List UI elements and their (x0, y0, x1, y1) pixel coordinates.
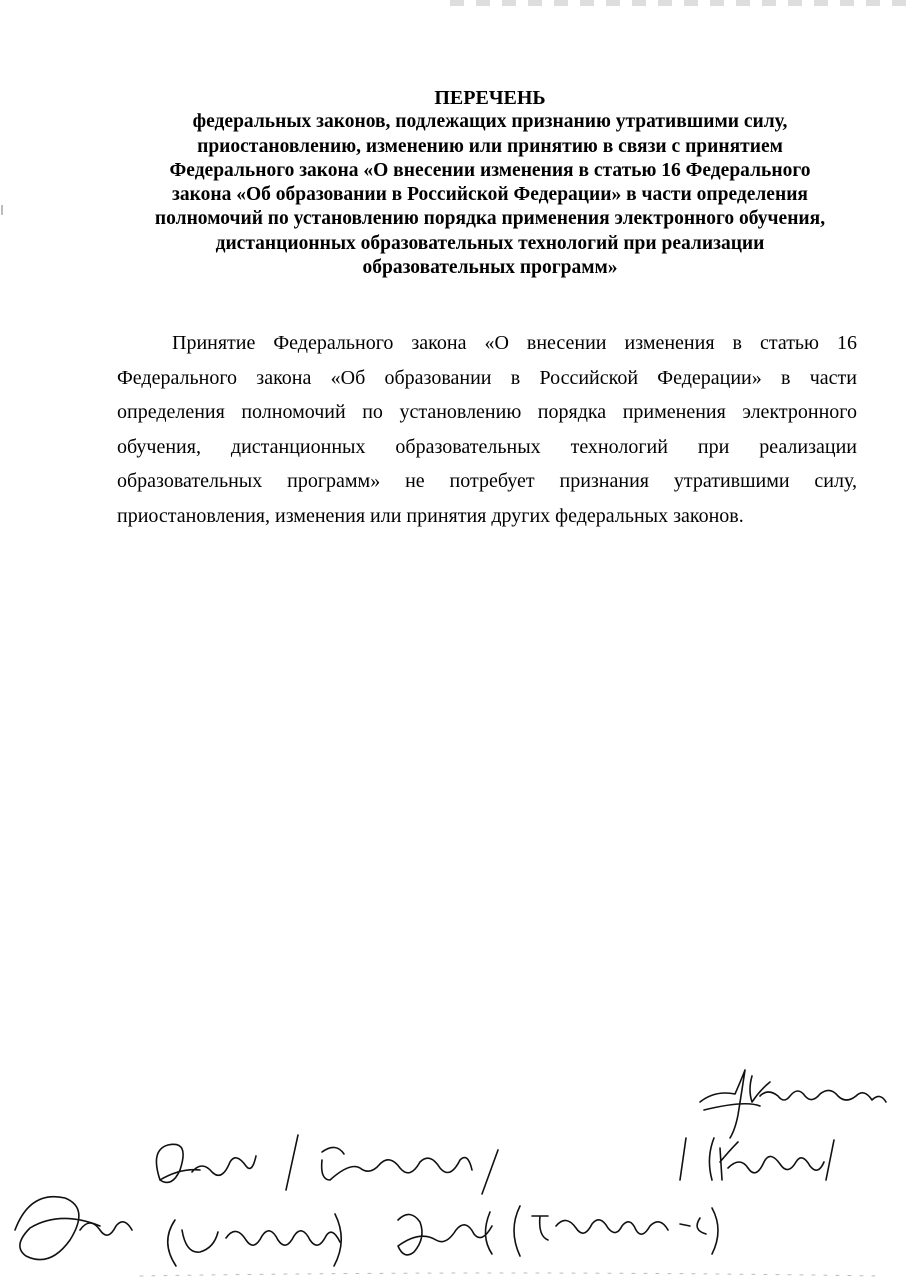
signatures-area (0, 1030, 907, 1280)
document-title: ПЕРЕЧЕНЬ (434, 87, 546, 109)
heading-line: полномочий по установлению порядка применения электронного обучения, (154, 208, 826, 230)
heading-line: федеральных законов, подлежащих признанию утратившими силу, (192, 111, 788, 133)
body-line: приостановления, изменения или принятия других федеральных законов. (117, 504, 744, 527)
signature-vshenneva (156, 1135, 498, 1194)
body-line: Принятие Федерального закона «О внесении изменения в статью 16 (172, 332, 857, 354)
heading-line: закона «Об образовании в Российской Федерации» в части определения (172, 184, 808, 206)
heading-line: дистанционных образовательных технологий при реализации (215, 232, 765, 254)
signature-karasin (680, 1070, 886, 1180)
signatures-drawing (0, 1030, 907, 1280)
body-line: Федерального закона «Об образовании в Российской Федерации» в части (117, 366, 857, 389)
heading-line: Федерального закона «О внесении изменения в статью 16 Федерального (169, 159, 811, 181)
signature-ugleaxonov (15, 1197, 341, 1266)
heading-line: образовательных программ» (362, 257, 618, 279)
body-line: обучения, дистанционных образовательных технологий при реализации (117, 435, 857, 458)
scan-edge-artifact (450, 0, 907, 6)
body-line: определения полномочий по установлению порядка применения электронного (117, 401, 857, 423)
body-line: образовательных программ» не потребует признания утратившими силу, (117, 470, 857, 492)
document-heading (80, 86, 900, 280)
signature-umerova (398, 1206, 718, 1256)
scan-margin-mark (1, 205, 3, 215)
heading-line: приостановлению, изменению или принятию в связи с принятием (197, 135, 783, 157)
body-paragraph (117, 326, 857, 533)
